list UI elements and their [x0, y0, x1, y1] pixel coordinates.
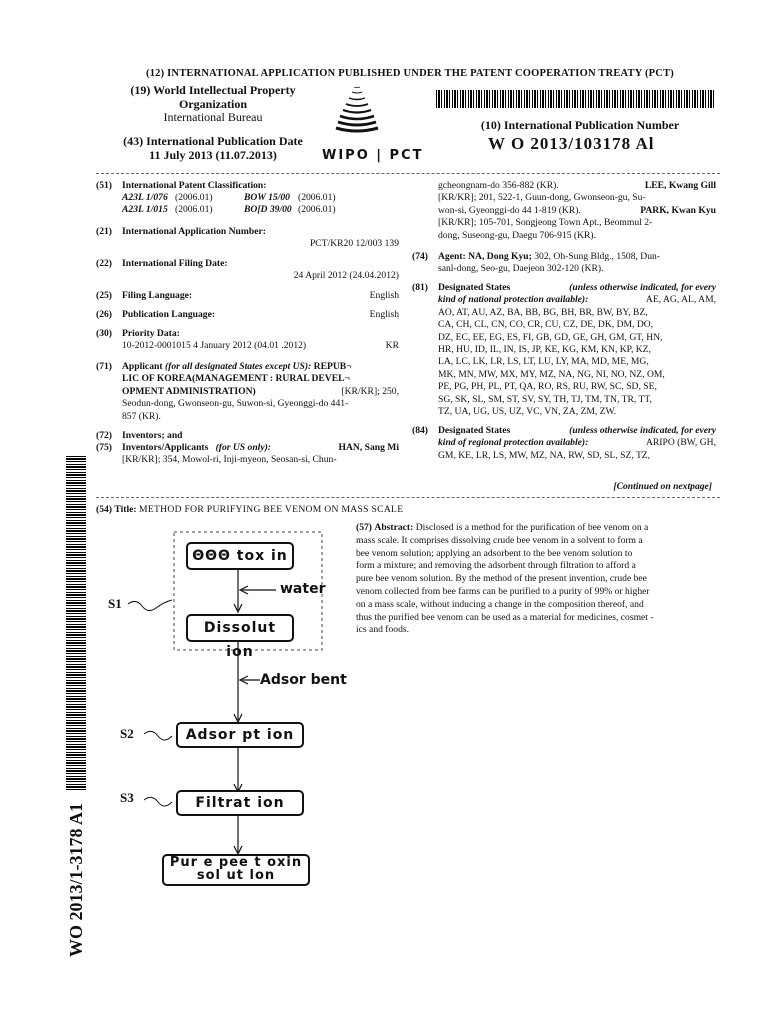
abstract-line: mass scale. It comprises dissolving crude bee venom in a solvent to form a [356, 534, 643, 546]
wipo-pct-logo-text: WIPO | PCT [322, 148, 424, 163]
field-25-value: English [369, 290, 399, 301]
field-72-num: (72) [96, 430, 112, 441]
field-74-num: (74) [412, 251, 428, 262]
field-51-num: (51) [96, 180, 112, 191]
flow-box-dissolution: Dissolut ion [186, 614, 294, 642]
field-25-num: (25) [96, 290, 112, 301]
wipo-logo-icon [332, 84, 382, 146]
field-74-name: NA, Dong Kyu; [468, 251, 532, 262]
abstract-block [356, 522, 718, 637]
pub-date-value: 11 July 2013 (11.07.2013) [149, 148, 277, 162]
header-divider [96, 173, 720, 174]
field-22-num: (22) [96, 258, 112, 269]
field-30-label: Priority Data: [122, 328, 180, 339]
inventor-cont-line3: won-si, Gyeonggi-do 44 1-819 (KR). [438, 204, 581, 216]
abstract-label: Abstract: [374, 522, 414, 533]
field-71-line3-country: [KR/KR]; 250, [341, 385, 399, 397]
field-75-name: HAN, Sang Mi [338, 442, 399, 453]
org-line2: Organization [179, 96, 247, 111]
field-84-states-line3: GM, KE, LR, LS, MW, MZ, NA, RW, SD, SL, SZ, TZ, [438, 449, 651, 461]
field-81-states-line10: SG, SK, SL, SM, ST, SV, SY, TH, TJ, TM, TN, TR, TT, [438, 393, 652, 405]
flow-label-water: water [280, 581, 326, 597]
field-75-label: Inventors/Applicants [122, 442, 209, 453]
field-26 [96, 309, 401, 321]
field-81-states-line11: TZ, UA, UG, US, UZ, VC, VN, ZA, ZM, ZW. [438, 406, 617, 417]
field-71-label: Applicant [122, 361, 163, 372]
title-divider [96, 497, 720, 498]
field-75-line2: [KR/KR]; 354, Mowol-ri, Inji-myeon, Seosan-si, Chun- [122, 454, 337, 466]
flow-box-pure-solution [162, 854, 310, 886]
flow-label-adsorbent: Adsor bent [260, 672, 347, 688]
inventor-cont-line2: [KR/KR]; 201, 522-1, Guun-dong, Gwonseon-gu, Su- [438, 192, 646, 204]
field-81-states-line2: AE, AG, AL, AM, [645, 294, 716, 306]
field-74-line2: sanl-dong, Seo-gu, Daejeon 302-120 (KR). [438, 263, 604, 275]
inventors-continued [412, 180, 718, 244]
abstract-line: Disclosed is a method for the purification of bee venom on a [415, 522, 649, 533]
inventor-lee: LEE, Kwang Gill [644, 180, 716, 191]
field-21 [96, 226, 401, 252]
field-84-aripo: ARIPO (BW, GH, [645, 437, 716, 449]
field-81-states-line5: DZ, EC, EE, EG, ES, FI, GB, GD, GE, GH, GM, GT, HN, [438, 331, 663, 343]
abstract-line: pure bee venom solution. By the method of the present invention, crude bee [356, 573, 647, 585]
continued-note: [Continued on nextpage] [613, 481, 712, 492]
ipc-date-4: (2006.01) [298, 204, 336, 216]
abstract-num: (57) [356, 522, 372, 533]
pure-solution-line1: Pur e pee t oxin [169, 855, 303, 870]
inventor-cont-line5: dong, Suseong-gu, Daegu 706-915 (KR). [438, 229, 597, 241]
field-81-states-line8: MK, MN, MW, MX, MY, MZ, NA, NG, NI, NO, NZ, OM, [438, 368, 665, 380]
field-75 [96, 442, 401, 468]
field-21-value: PCT/KR20 12/003 139 [309, 238, 399, 250]
org-line3: International Bureau [163, 110, 263, 124]
field-71-line5: 857 (KR). [122, 410, 161, 422]
step-label-s3: S3 [120, 790, 134, 805]
ipc-date-3: (2006.01) [175, 204, 213, 216]
field-71-line3: OPMENT ADMINISTRATION) [122, 385, 256, 397]
title-block [96, 504, 716, 516]
title-num: (54) [96, 504, 112, 515]
ipc-code-2: BOW 15/00 [244, 192, 290, 203]
field-30 [96, 328, 401, 354]
field-84-num: (84) [412, 425, 428, 436]
field-51-label: International Patent Classification: [122, 180, 267, 191]
field-81-states-line4: CA, CH, CL, CN, CO, CR, CU, CZ, DE, DK, DM, DO, [438, 319, 654, 331]
abstract-line: venom collected from bee farms can be purified to a purity of 99% or higher [356, 585, 650, 597]
field-72-label: Inventors; and [122, 430, 183, 441]
side-publication-number: WO 2013/1-3178 A1 [66, 803, 86, 958]
field-25-label: Filing Language: [122, 290, 193, 301]
ipc-code-4: BO[D 39/00 [244, 204, 292, 216]
field-71-num: (71) [96, 361, 112, 372]
field-84-label: Designated States [438, 425, 511, 436]
abstract-line: form a mixture; and removing the adsorbent through filtration to afford a [356, 560, 636, 572]
field-21-num: (21) [96, 226, 112, 237]
flow-box-adsorption: Adsor pt ion [176, 722, 304, 748]
field-84-qualifier1: (unless otherwise indicated, for every [569, 425, 716, 436]
field-81-label: Designated States [438, 282, 511, 293]
field-25 [96, 290, 401, 302]
field-74 [412, 251, 718, 277]
field-21-label: International Application Number: [122, 226, 266, 237]
field-72 [96, 430, 401, 442]
pub-number-value: W O 2013/103178 Al [488, 134, 655, 153]
field-81-num: (81) [412, 282, 428, 293]
inventor-park: PARK, Kwan Kyu [640, 204, 716, 216]
step-label-s1: S1 [108, 596, 122, 611]
barcode-icon [436, 90, 714, 108]
title-label: Title: [114, 504, 137, 515]
field-22-label: International Filing Date: [122, 258, 228, 269]
field-30-num: (30) [96, 328, 112, 339]
abstract-line: ics and foods. [356, 624, 410, 636]
side-barcode-icon [66, 454, 86, 790]
field-81-qualifier2: kind of national protection available): [438, 294, 589, 306]
field-22-value: 24 April 2012 (24.04.2012) [293, 270, 399, 282]
process-flowchart [100, 528, 360, 898]
ipc-date-2: (2006.01) [298, 192, 336, 203]
field-22 [96, 258, 401, 284]
field-75-qualifier: (for US only): [215, 442, 271, 453]
ipc-classification-list [122, 192, 402, 218]
field-75-num: (75) [96, 442, 112, 453]
flow-box-filtration: Filtrat ion [176, 790, 304, 816]
field-26-label: Publication Language: [122, 309, 216, 320]
wipo-org-block [108, 84, 318, 125]
field-30-country: KR [385, 340, 399, 352]
field-30-value: 10-2012-0001015 4 January 2012 (04.01 .2012) [122, 340, 307, 352]
inventor-cont-line1: gcheongnam-do 356-882 (KR). [438, 180, 559, 191]
pub-date-label: (43) International Publication Date [123, 134, 303, 148]
org-line1: (19) World Intellectual Property [130, 83, 296, 97]
treaty-heading: (12) INTERNATIONAL APPLICATION PUBLISHED UNDER THE PATENT COOPERATION TREATY (PCT) [146, 68, 674, 79]
field-71-line2: LIC OF KOREA(MANAGEMENT : RURAL DEVEL¬ [122, 373, 351, 385]
field-74-label: Agent: [438, 251, 466, 262]
field-74-line1: 302, Oh-Sung Bldg., 1508, Dun- [534, 251, 661, 262]
field-81-states-line6: HR, HU, ID, IL, IN, IS, JP, KE, KG, KM, KN, KP, KZ, [438, 344, 651, 355]
title-text: METHOD FOR PURIFYING BEE VENOM ON MASS SCALE [139, 504, 404, 515]
field-71-line4: Seodun-dong, Gwonseon-gu, Suwon-si, Gyeonggi-do 441- [122, 398, 349, 410]
ipc-code-3: A23L 1/015 [122, 204, 168, 216]
field-26-num: (26) [96, 309, 112, 320]
flow-box-toxin: ΘΘΘ tox in [186, 542, 294, 570]
step-label-s2: S2 [120, 726, 134, 741]
field-81-states-line3: AO, AT, AU, AZ, BA, BB, BG, BH, BR, BW, BY, BZ, [438, 306, 648, 318]
field-81-qualifier1: (unless otherwise indicated, for every [569, 282, 716, 293]
field-51 [96, 180, 401, 192]
ipc-code-1: A23L 1/076 [122, 192, 168, 203]
field-84-qualifier2: kind of regional protection available): [438, 437, 589, 449]
inventor-cont-line4: [KR/KR]; 105-701, Songjeong Town Apt., Beommul 2- [438, 217, 653, 229]
abstract-line: bee venom solution; applying an adsorbent to the bee venom solution to [356, 547, 633, 559]
publication-date-block [108, 134, 318, 162]
pub-number-label: (10) International Publication Number [480, 118, 680, 132]
field-71 [96, 361, 401, 425]
ipc-date-1: (2006.01) [175, 192, 213, 203]
field-84 [412, 425, 718, 465]
abstract-line: thus the purified bee venom can be used as a material for medicines, cosmet - [356, 611, 654, 623]
field-81 [412, 282, 718, 422]
field-71-qualifier: (for all designated States except US): [164, 361, 312, 372]
abstract-line: on a mass scale, without inducing a change in the composition thereof, and [356, 598, 644, 610]
field-26-value: English [369, 309, 399, 320]
field-81-states-line7: LA, LC, LK, LR, LS, LT, LU, LY, MA, MD, ME, MG, [438, 356, 649, 368]
pure-solution-line2: sol ut lon [196, 868, 276, 883]
field-81-states-line9: PE, PG, PH, PL, PT, QA, RO, RS, RU, RW, SC, SD, SE, [438, 381, 657, 393]
field-71-name-start: REPUB¬ [313, 361, 352, 372]
